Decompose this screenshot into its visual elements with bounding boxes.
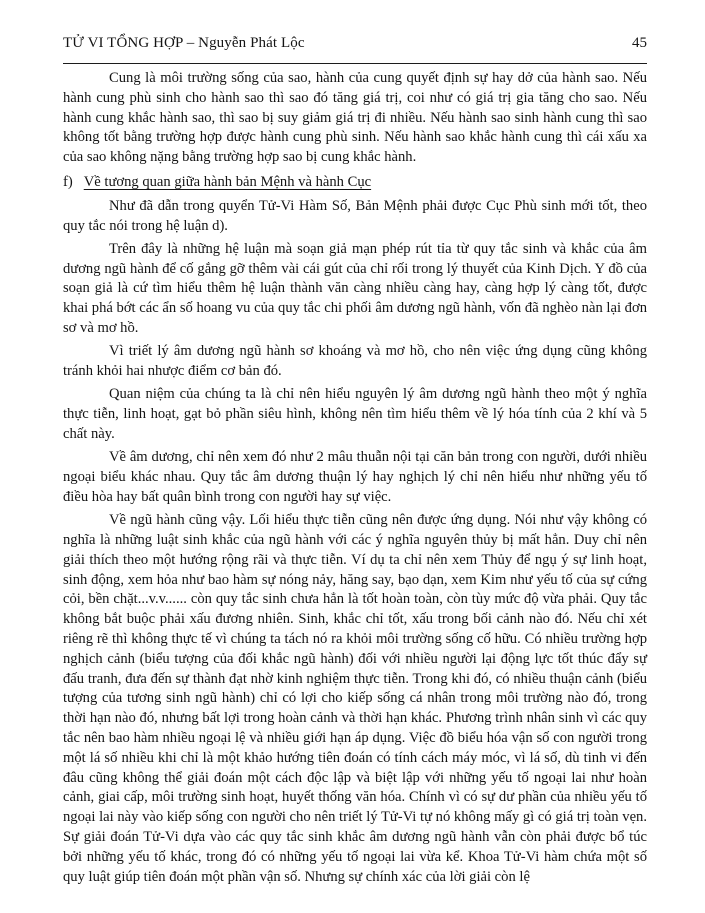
running-title: TỬ VI TỔNG HỢP – Nguyễn Phát Lộc [63, 35, 305, 51]
paragraph-vi-triet-ly: Vì triết lý âm dương ngũ hành sơ khoáng và mơ hồ, cho nên việc ứng dụng cũng không tránh khỏi hai nhược điểm cơ bản đó. [63, 343, 647, 380]
paragraph-quan-niem: Quan niệm của chúng ta là chỉ nên hiểu nguyên lý âm dương ngũ hành theo một ý nghĩa thực tiễn, linh hoạt, gạt bỏ phần siêu hình, không nên tìm hiểu thêm về lý hóa tính của 2 khí và 5 chất này. [63, 386, 647, 443]
header-rule [63, 63, 647, 64]
paragraph-tren-day-he-luan: Trên đây là những hệ luận mà soạn giả mạn phép rút tỉa từ quy tắc sinh và khắc của âm dương ngũ hành để cố gắng gỡ thêm vài cái gút của chỉ rối trong lý thuyết của Kinh Dịch. Y đồ của soạn giả là cứ tìm hiểu thêm hệ luận thành văn càng nhiều càng hay, càng hợp lý càng tốt, được khai phá bớt các ẩn số hoang vu của quy tắc chi phối âm dương ngũ hành, vốn đã nghèo nàn lại đơn sơ và mơ hồ. [63, 240, 647, 337]
paragraph-tu-vi-ham-so: Như đã dẫn trong quyển Tử-Vi Hàm Số, Bản Mệnh phải được Cục Phù sinh mới tốt, theo quy tắc nói trong hệ luận d). [63, 197, 647, 234]
paragraph-cung-moi-truong: Cung là môi trường sống của sao, hành của cung quyết định sự hay dở của hành sao. Nếu hành cung phù sinh cho hành sao thì sao đó tăng giá trị, coi như có giá trị gia tăng cho sao. Nếu hành cung khắc hành sao, thì sao bị suy giảm giá trị đi nhiều. Nếu hành sao sinh hành cung thì sao không tốt bằng trường hợp được hành cung phù sinh. Nếu hành sao khắc hành cung thì cái xấu xa của sao không nặng bằng trường hợp sao bị cung khắc hành. [63, 70, 647, 166]
section-title: Về tương quan giữa hành bản Mệnh và hành Cục [83, 173, 372, 190]
page-number: 45 [632, 35, 647, 51]
page-header [63, 34, 647, 52]
document-body [63, 69, 647, 887]
paragraph-ve-ngu-hanh: Về ngũ hành cũng vậy. Lối hiểu thực tiễn cũng nên được ứng dụng. Nói như vậy không có nghĩa là những luật sinh khắc của ngũ hành với các ý nghĩa nguyên thủy bị mất hẳn. Duy chỉ nên giải thích theo một hướng rộng rãi và thực tiễn. Ví dụ ta chỉ nên xem Thủy để ngụ ý sự linh hoạt, sinh động, xem hỏa như bao hàm sự nóng nảy, hăng say, bạo dạn, xem Kim như yếu tố của sự cứng cỏi, bền chặt...v.v...... còn quy tắc sinh chưa hẳn là tốt hoàn toàn, còn tùy mức độ vừa phải. Quy tắc không bắt buộc phải xấu đương nhiên. Sinh, khắc chỉ tốt, xấu trong bối cảnh nào đó. Nếu chỉ xét riêng rẽ thì không thực tế vì chúng ta tách nó ra khỏi môi trường sống cố hữu. Có nhiều trường hợp nghịch cảnh (biểu tượng của đối khắc ngũ hành) đối với nhiều người lại động lực tốt thúc đẩy sự đấu tranh, đưa đến sự thành đạt nhờ kinh nghiệm thực tiễn. Trong khi đó, có nhiều thuận cảnh (biểu tượng của tương sinh ngũ hành) chỉ có lợi cho kiếp sống cá nhân trong môi trường nào đó, trong thời hạn nào đó, nhưng bất lợi trong hoàn cảnh và thời hạn khác. Phương trình nhân sinh vì các quy tắc nên bao hàm nhiều ngoại lệ và nhiều giới hạn áp dụng. Việc đồ biểu hóa vận số con người trong một lá số nhiều khi chỉ là một khảo hướng tiên đoán có tính cách máy móc, vì lá số, dù tinh vi đến đâu cũng không thể giải đoán một cách độc lập và biệt lập với những yếu tố ngoại lai như hoàn cảnh, giai cấp, môi trường sinh hoạt, huyết thống văn hóa. Chính vì có sự dư phần của nhiều yếu tố ngoại lai này vào kiếp sống con người cho nên triết lý Tử-Vi tự nó không mấy gì có giá trị toàn vẹn. Sự giải đoán Tử-Vi dựa vào các quy tắc sinh khắc âm dương ngũ hành vẫn còn phải được bổ túc bởi những yếu tố khác, trong đó có những yếu tố ngoại lai vừa kể. Khoa Tử-Vi hàm chứa một số quy luật giúp tiên đoán một phần vận số. Nhưng sự chính xác của lời giải còn lệ [63, 512, 647, 885]
paragraph-ve-am-duong: Về âm dương, chỉ nên xem đó như 2 mâu thuẫn nội tại căn bản trong con người, dưới nhiều ngoại biểu khác nhau. Quy tắc âm dương thuận lý hay nghịch lý chỉ nên hiểu như những yếu tố điều hòa hay bất quân bình trong con người hay sự việc. [63, 449, 647, 505]
section-heading-f [63, 173, 647, 193]
section-letter: f) [63, 173, 73, 190]
